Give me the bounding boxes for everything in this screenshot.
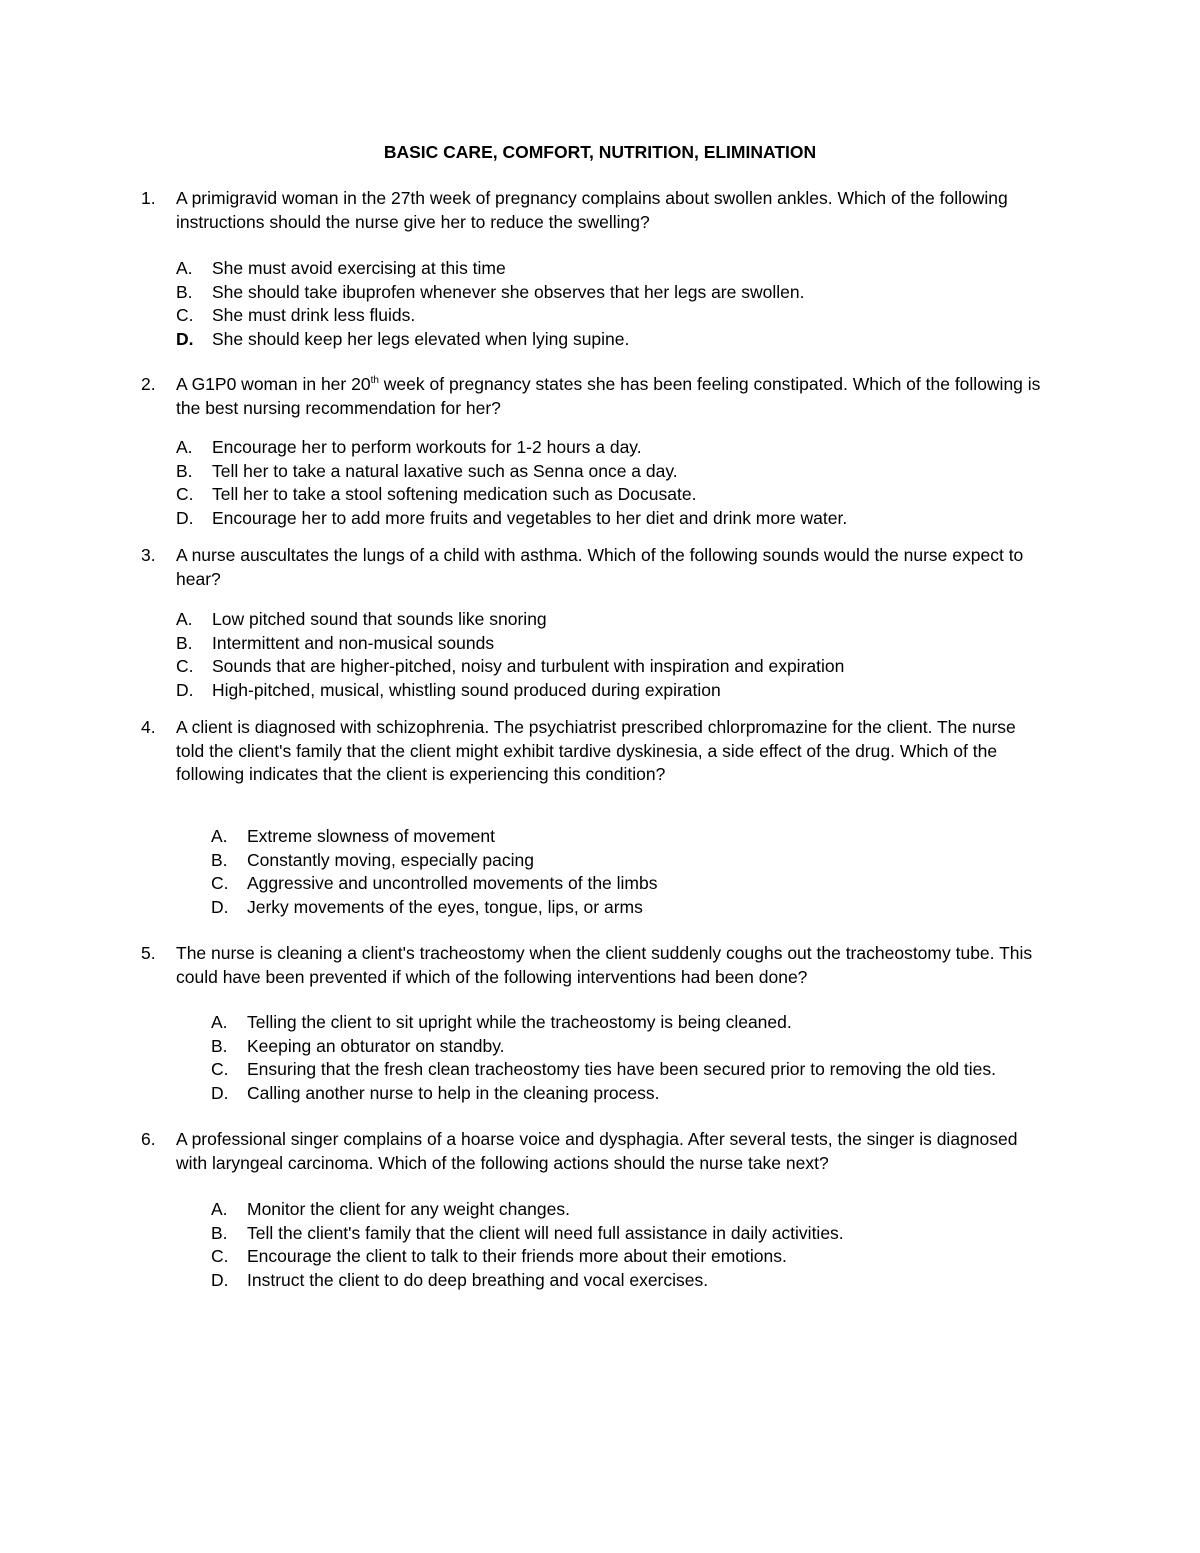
question-stem: A professional singer complains of a hoarse voice and dysphagia. After several tests, the singer is diagnosed with laryngeal carcinoma. Which of the following actions should the nurse take next? [176, 1129, 1018, 1173]
option-text: Calling another nurse to help in the cleaning process. [247, 1082, 660, 1103]
option-letter: C. [211, 1059, 229, 1079]
option-letter: D. [211, 1082, 229, 1103]
option-text: Instruct the client to do deep breathing and vocal exercises. [247, 1269, 709, 1290]
option-c [211, 1058, 1091, 1082]
option-letter: B. [211, 1035, 228, 1056]
option-letter: C. [211, 1246, 229, 1266]
option-letter: C. [176, 656, 194, 676]
option-b [176, 632, 1056, 656]
ordinal-suffix: th [370, 375, 379, 387]
option-text: Intermittent and non-musical sounds [212, 632, 495, 653]
question-6-options [211, 1198, 1091, 1292]
question-number: 1. [141, 188, 156, 208]
question-stem: A client is diagnosed with schizophrenia. The psychiatrist prescribed chlorpromazine for the client. The nurse told the client's family that the client might exhibit tardive dyskinesia, a side effect of the drug. Which of the following indicates that the client is experiencing this condition? [176, 717, 1016, 784]
option-letter: A. [176, 437, 193, 457]
question-number: 4. [141, 717, 156, 737]
stem-part: A G1P0 woman in her 20 [176, 374, 371, 394]
question-4-options [211, 825, 1091, 919]
option-text: Ensuring that the fresh clean tracheostomy ties have been secured prior to removing the old ties. [247, 1059, 997, 1079]
question-1 [141, 187, 1061, 234]
question-3-options [176, 608, 1056, 702]
option-a [211, 825, 1091, 849]
question-stem [176, 373, 1061, 420]
option-d [176, 507, 1056, 531]
option-letter: B. [211, 849, 228, 870]
question-6 [141, 1128, 1061, 1175]
option-a [176, 608, 1056, 632]
option-letter: C. [211, 873, 229, 893]
option-letter: D. [176, 679, 194, 700]
option-text: She must drink less fluids. [212, 305, 416, 325]
question-1-options [176, 257, 1056, 351]
option-c [176, 483, 1056, 507]
option-letter: A. [211, 1012, 228, 1032]
option-c [211, 872, 1091, 896]
option-text: She should take ibuprofen whenever she observes that her legs are swollen. [212, 281, 805, 302]
page-title: BASIC CARE, COMFORT, NUTRITION, ELIMINATION [383, 142, 817, 162]
option-a [176, 436, 1056, 460]
option-c [211, 1245, 1091, 1269]
option-b [176, 281, 1056, 305]
option-text: Telling the client to sit upright while the tracheostomy is being cleaned. [247, 1012, 792, 1032]
option-text: Tell the client's family that the client will need full assistance in daily activities. [247, 1222, 844, 1243]
option-text: She should keep her legs elevated when lying supine. [212, 328, 630, 349]
option-b [211, 1035, 1091, 1059]
question-stem: A primigravid woman in the 27th week of pregnancy complains about swollen ankles. Which of the following instructions should the nurse give her to reduce the swelling? [176, 188, 1008, 232]
option-d [211, 1269, 1091, 1293]
option-text: Jerky movements of the eyes, tongue, lips, or arms [247, 896, 643, 917]
option-b [211, 849, 1091, 873]
option-letter: D. [176, 507, 194, 528]
option-text: Aggressive and uncontrolled movements of the limbs [247, 873, 658, 893]
option-text: Constantly moving, especially pacing [247, 849, 534, 870]
option-letter: A. [211, 826, 228, 846]
option-text: Encourage her to perform workouts for 1-2 hours a day. [212, 437, 642, 457]
option-letter: A. [211, 1199, 228, 1219]
option-letter: B. [176, 281, 193, 302]
question-5 [141, 942, 1061, 989]
option-letter: D. [176, 328, 194, 349]
question-5-options [211, 1011, 1091, 1105]
option-text: Low pitched sound that sounds like snoring [212, 609, 547, 629]
question-number: 3. [141, 545, 156, 565]
question-3 [141, 544, 1061, 591]
option-b [176, 460, 1056, 484]
option-d [211, 896, 1091, 920]
option-text: Extreme slowness of movement [247, 826, 496, 846]
question-2-options [176, 436, 1056, 530]
option-letter: A. [176, 609, 193, 629]
option-c [176, 655, 1056, 679]
option-letter: D. [211, 1269, 229, 1290]
option-text: She must avoid exercising at this time [212, 258, 506, 278]
option-text: Tell her to take a stool softening medication such as Docusate. [212, 484, 697, 504]
option-c [176, 304, 1056, 328]
option-a [211, 1011, 1091, 1035]
option-text: Monitor the client for any weight changes. [247, 1199, 570, 1219]
option-letter: B. [211, 1222, 228, 1243]
question-stem: The nurse is cleaning a client's tracheostomy when the client suddenly coughs out the tracheostomy tube. This could have been prevented if which of the following interventions had been done? [176, 943, 1033, 987]
option-text: Keeping an obturator on standby. [247, 1035, 505, 1056]
option-letter: C. [176, 484, 194, 504]
option-letter: C. [176, 305, 194, 325]
option-letter: A. [176, 258, 193, 278]
question-stem: A nurse auscultates the lungs of a child with asthma. Which of the following sounds would the nurse expect to hear? [176, 545, 1024, 589]
stem-part: week of pregnancy states she has been feeling constipated. Which of the following is the best nursing recommendation for her? [176, 374, 1041, 418]
question-4 [141, 716, 1061, 787]
option-text: Tell her to take a natural laxative such as Senna once a day. [212, 460, 678, 481]
question-2 [141, 373, 1061, 420]
option-letter: D. [211, 896, 229, 917]
option-text: Sounds that are higher-pitched, noisy and turbulent with inspiration and expiration [212, 656, 845, 676]
option-d [176, 328, 1056, 352]
option-b [211, 1222, 1091, 1246]
question-number: 6. [141, 1129, 156, 1149]
option-letter: B. [176, 460, 193, 481]
option-d [176, 679, 1056, 703]
question-number: 5. [141, 943, 156, 963]
option-text: Encourage the client to talk to their friends more about their emotions. [247, 1246, 787, 1266]
option-text: Encourage her to add more fruits and vegetables to her diet and drink more water. [212, 507, 848, 528]
option-letter: B. [176, 632, 193, 653]
option-text: High-pitched, musical, whistling sound produced during expiration [212, 679, 721, 700]
option-a [211, 1198, 1091, 1222]
option-d [211, 1082, 1091, 1106]
question-number: 2. [141, 374, 156, 394]
option-a [176, 257, 1056, 281]
